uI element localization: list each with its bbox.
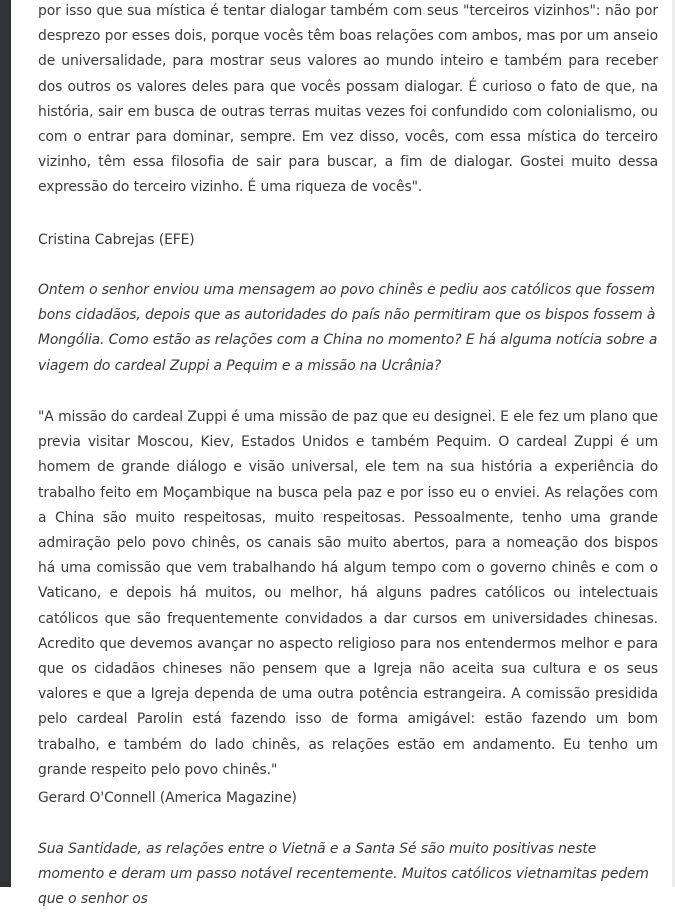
answer-paragraph-intro: por isso que sua mística é tentar dialogar também com seus "terceiros vizinhos": não por desprezo por esses dois, porque vocês têm boas relações com ambos, mas por um anseio de universalidade, para mostrar seus valores ao mundo inteiro e também para receber dos outros os valores deles para que vocês possam dialogar. É curioso o fato de que, na história, sair em busca de outras terras muitas vezes foi confundido com colonialismo, ou com o entrar para dominar, sempre. Em vez disso, vocês, com essa mística do terceiro vizinho, têm essa filosofia de sair para buscar, a fim de dialogar. Gostei muito dessa expressão do terceiro vizinho. É uma riqueza de vocês". xyxy=(38,3,658,196)
question-paragraph-1: Ontem o senhor enviou uma mensagem ao povo chinês e pediu aos católicos que fossem bons cidadãos, depois que as autoridades do país não permitiram que os bispos fossem à Mongólia. Como estão as relações com a China no momento? E há alguma notícia sobre a viagem do cardeal Zuppi a Pequim e a missão na Ucrânia? xyxy=(38,282,658,374)
speaker-name-2: Gerard O'Connell (America Magazine) xyxy=(38,790,297,806)
left-sidebar-bar xyxy=(0,0,11,887)
question-paragraph-2: Sua Santidade, as relações entre o Vietnã e a Santa Sé são muito positivas neste momento e deram um passo notável recentemente. Muitos católicos vietnamitas pedem que o senhor os xyxy=(38,841,649,908)
speaker-name-1: Cristina Cabrejas (EFE) xyxy=(38,232,195,248)
answer-paragraph-1: "A missão do cardeal Zuppi é uma missão de paz que eu designei. E ele fez um plano que previa visitar Moscou, Kiev, Estados Unidos e também Pequim. O cardeal Zuppi é um homem de grande diálogo e visão universal, ele tem na sua história a experiência do trabalho feito em Moçambique na busca pela paz e por isso eu o enviei. As relações com a China são muito respeitosas, muito respeitosas. Pessoalmente, tenho uma grande admiração pelo povo chinês, os canais são muito abertos, para a nomeação dos bispos há uma comissão que vem trabalhando há algum tempo com o governo chinês e com o Vaticano, e depois há muitos, ou melhor, há alguns padres católicos ou intelectuais católicos que são frequentemente convidados a dar cursos em universidades chinesas. Acredito que devemos avançar no aspecto religioso para nos entendermos melhor e para que os cidadãos chineses não pensem que a Igreja não aceita sua cultura e os seus valores e que a Igreja dependa de uma outra potência estrangeira. A comissão presidida pelo cardeal Parolin está fazendo isso de forma amigável: estão fazendo um bom trabalho, e também do lado chinês, as relações estão em andamento. Eu tenho um grande respeito pelo povo chinês." xyxy=(38,409,658,778)
